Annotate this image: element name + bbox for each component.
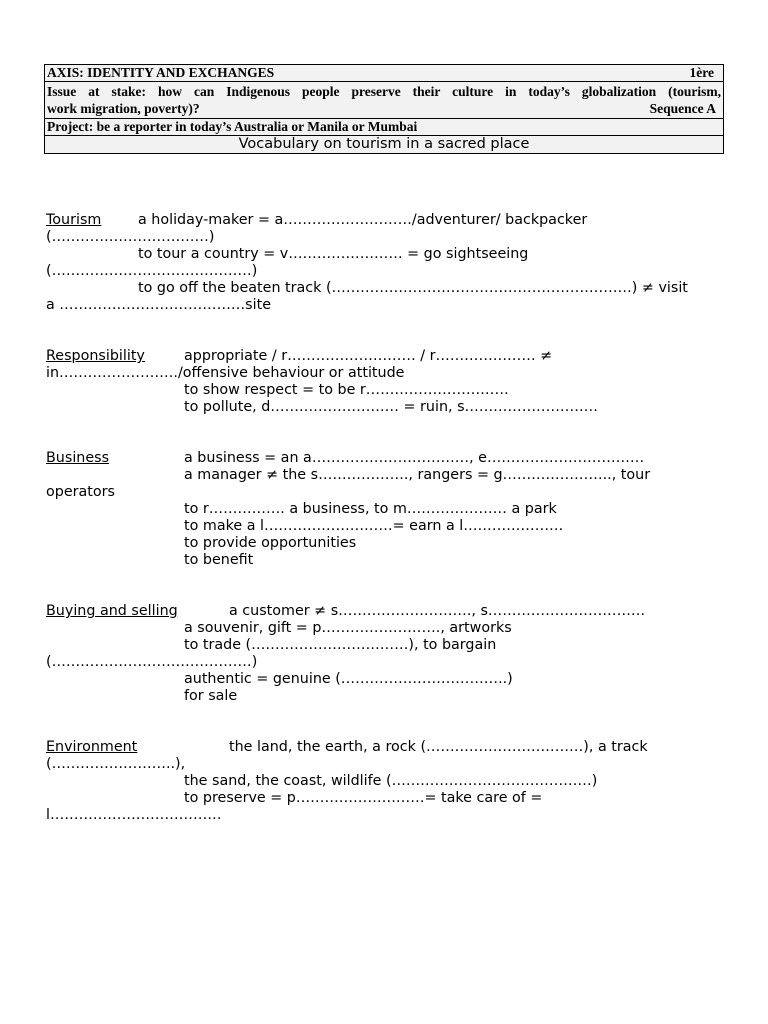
tourism-line-4: (……………………………………) [46, 263, 258, 279]
buying-line-6: for sale [184, 688, 238, 704]
sequence-label: Sequence A [649, 101, 716, 116]
business-line-7: to benefit [184, 552, 254, 568]
axis-cell [45, 65, 724, 82]
axis-label: AXIS: IDENTITY AND EXCHANGES [47, 65, 275, 80]
header-table [44, 64, 724, 154]
business-line-5: to make a l………………………= earn a l………………… [184, 518, 564, 534]
business-heading: Business [46, 450, 110, 466]
tourism-heading: Tourism [46, 212, 102, 228]
environment-line-5: l……………………………… [46, 807, 222, 823]
buying-line-1: a customer ≠ s………………………., s…………………………… [229, 603, 646, 619]
buying-section [46, 603, 726, 705]
tourism-line-2: (……………………………) [46, 229, 215, 245]
business-line-4: to r……………. a business, to m………………… a park [184, 501, 557, 517]
buying-line-2: a souvenir, gift = p……………………., artworks [184, 620, 512, 636]
issue-line-1: Issue at stake: how can Indigenous people preserve their culture in today’s globalization (tourism, [47, 84, 721, 99]
buying-heading: Buying and selling [46, 603, 178, 619]
page-title: Vocabulary on tourism in a sacred place [45, 136, 724, 154]
level-label: 1ère [689, 65, 714, 80]
project-label: Project: be a reporter in today’s Australia or Manila or Mumbai [45, 119, 724, 136]
tourism-line-1: a holiday-maker = a………………………/adventurer/ backpacker [138, 212, 588, 228]
business-line-3: operators [46, 484, 115, 500]
tourism-line-3: to tour a country = v…………………… = go sightseeing [138, 246, 529, 262]
buying-line-3: to trade (……………………………), to bargain [184, 637, 497, 653]
responsibility-line-1: appropriate / r……………………… / r………………… ≠ [184, 348, 553, 364]
tourism-section [46, 212, 726, 314]
environment-line-1: the land, the earth, a rock (……………………………), a track [229, 739, 648, 755]
business-line-6: to provide opportunities [184, 535, 357, 551]
environment-section [46, 739, 726, 824]
business-line-1: a business = an a……………………………, e…………………………… [184, 450, 645, 466]
environment-line-2: (……………………..), [46, 756, 186, 772]
responsibility-section [46, 348, 726, 416]
buying-line-4: (……………………………………) [46, 654, 258, 670]
business-line-2: a manager ≠ the s………………., rangers = g………………….., tour [184, 467, 651, 483]
tourism-line-6: a …………………………………site [46, 297, 271, 313]
responsibility-line-4: to pollute, d……………………… = ruin, s………………………. [184, 399, 598, 415]
buying-line-5: authentic = genuine (……………………………..) [184, 671, 513, 687]
environment-line-4: to preserve = p………………………= take care of = [184, 790, 543, 806]
tourism-line-5: to go off the beaten track (………………………………………………………) ≠ visit [138, 280, 688, 296]
responsibility-line-2: in……………………./offensive behaviour or attitude [46, 365, 405, 381]
responsibility-heading: Responsibility [46, 348, 145, 364]
environment-heading: Environment [46, 739, 138, 755]
environment-line-3: the sand, the coast, wildlife (……………………………………) [184, 773, 598, 789]
responsibility-line-3: to show respect = to be r………………………… [184, 382, 509, 398]
issue-cell [45, 82, 724, 119]
business-section [46, 450, 726, 569]
issue-line-2: work migration, poverty)? [47, 101, 200, 116]
